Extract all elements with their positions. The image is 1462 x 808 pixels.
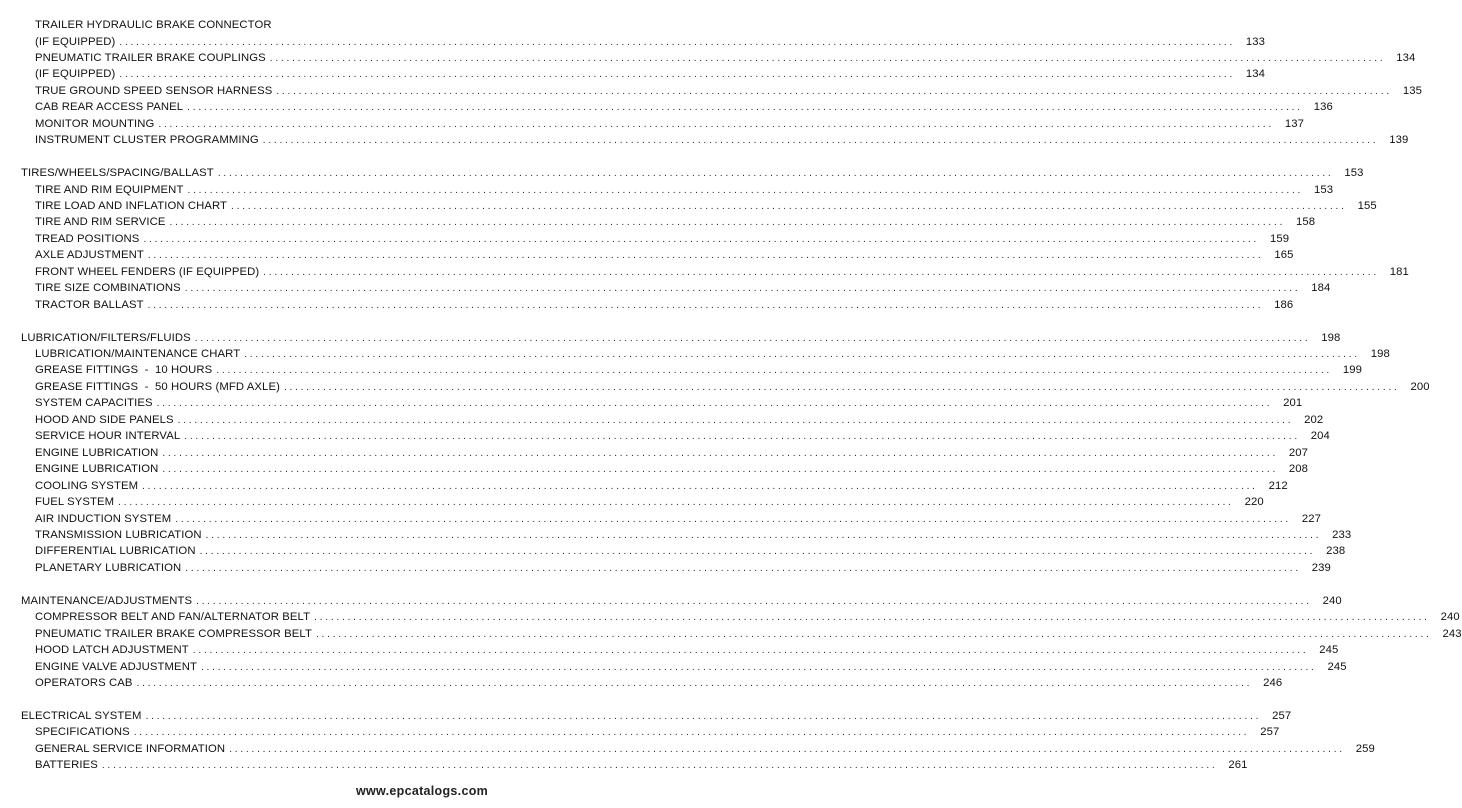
toc-page-number: 155 [1357,199,1377,212]
toc-page-number: 243 [1442,627,1462,640]
toc-entry[interactable] [35,560,1331,576]
toc-entry-title: ENGINE LUBRICATION [35,463,159,476]
dot-leader: ........................................................................................................................................................................................................ [101,760,1218,772]
dot-leader: ........................................................................................................................................................................................................ [217,168,1334,179]
dot-leader: ........................................................................................................................................................................................................ [269,52,1386,64]
toc-entry[interactable] [35,83,1423,99]
dot-leader: ........................................................................................................................................................................................................ [133,727,1250,739]
toc-entry-title: TRACTOR BALLAST [35,298,144,311]
toc-entry[interactable] [35,741,1375,757]
toc-entry-title: TIRE SIZE COMBINATIONS [35,282,181,295]
dot-leader: ........................................................................................................................................................................................................ [262,135,1379,147]
toc-page-number: 220 [1244,496,1264,508]
toc-page-number: 184 [1311,282,1331,295]
dot-leader: ........................................................................................................................................................................................................ [158,118,1275,130]
toc-entry-title: (IF EQUIPPED) [35,35,116,48]
dot-leader: ........................................................................................................................................................................................................ [136,678,1253,689]
toc-entry[interactable] [35,247,1294,263]
dot-leader: ........................................................................................................................................................................................................ [145,710,1262,722]
toc-page-number: 135 [1402,84,1423,97]
toc-entry[interactable] [35,428,1330,444]
dot-leader: ........................................................................................................................................................................................................ [185,562,1301,574]
dot-leader: ........................................................................................................................................................................................................ [169,217,1286,229]
toc-entry[interactable] [35,50,1416,66]
dot-leader: ........................................................................................................................................................................................................ [187,184,1304,196]
toc-entry[interactable] [35,132,1409,148]
dot-leader: ........................................................................................................................................................................................................ [162,447,1279,459]
toc-entry[interactable] [35,494,1264,510]
toc-entry[interactable] [35,626,1462,642]
toc-entry[interactable] [35,412,1324,428]
toc-entry[interactable] [35,478,1288,494]
toc-entry[interactable] [35,34,1266,50]
toc-page-number: 240 [1322,594,1342,607]
toc-entry-title: PLANETARY LUBRICATION [35,561,182,574]
toc-entry-title: ELECTRICAL SYSTEM [21,709,142,722]
toc-entry-title: OPERATORS CAB [35,677,133,689]
dot-leader: ........................................................................................................................................................................................................ [156,398,1273,410]
toc-entry-title: PNEUMATIC TRAILER BRAKE COMPRESSOR BELT [35,627,312,640]
toc-page-number: 134 [1245,68,1266,81]
dot-leader: ........................................................................................................................................................................................................ [118,497,1234,508]
toc-entry-title: GENERAL SERVICE INFORMATION [35,742,226,755]
toc-entry[interactable] [35,346,1390,362]
toc-entry-title: SERVICE HOUR INTERVAL [35,430,181,443]
toc-entry[interactable] [35,66,1266,82]
toc-entry-title: INSTRUMENT CLUSTER PROGRAMMING [35,134,259,147]
toc-page-number: 200 [1410,380,1430,393]
toc-entry-title: TRAILER HYDRAULIC BRAKE CONNECTOR [35,19,272,31]
toc-entry[interactable] [35,379,1430,395]
toc-page-number: 136 [1313,101,1333,114]
toc-entry[interactable] [35,231,1290,247]
toc-page-number: 158 [1296,216,1316,229]
toc-entry-title: TIRE AND RIM SERVICE [35,216,166,229]
toc-entry[interactable] [35,297,1294,313]
toc-page-number: 233 [1332,528,1352,541]
dot-leader: ........................................................................................................................................................................................................ [283,381,1400,393]
toc-entry[interactable] [35,511,1321,527]
toc-entry[interactable] [35,724,1280,740]
dot-leader: ........................................................................................................................................................................................................ [147,299,1264,311]
dot-leader: ........................................................................................................................................................................................................ [162,464,1279,476]
toc-page-number: 198 [1370,348,1390,360]
dot-leader: ........................................................................................................................................................................................................ [314,612,1430,624]
toc-page-number: 257 [1260,726,1280,739]
toc-entry-title: SPECIFICATIONS [35,726,130,739]
toc-entry[interactable] [35,99,1333,115]
toc-entry-title: BATTERIES [35,759,98,772]
toc-entry-title: COMPRESSOR BELT AND FAN/ALTERNATOR BELT [35,611,311,624]
toc-entry-title: LUBRICATION/FILTERS/FLUIDS [21,331,191,344]
toc-entry[interactable] [35,543,1346,559]
toc-section-heading[interactable] [21,593,1342,609]
toc-entry-title: MAINTENANCE/ADJUSTMENTS [21,594,193,607]
toc-page-number: 198 [1321,331,1341,344]
toc-page-number: 133 [1245,35,1266,48]
toc-entry[interactable] [35,264,1409,280]
toc-page-number: 245 [1327,660,1347,673]
toc-entry[interactable] [35,214,1316,230]
dot-leader: ........................................................................................................................................................................................................ [244,349,1360,360]
toc-entry[interactable] [35,642,1339,658]
toc-page-number: 240 [1440,611,1460,624]
dot-leader: ........................................................................................................................................................................................................ [200,661,1317,673]
dot-leader: ........................................................................................................................................................................................................ [143,233,1260,245]
toc-page-number: 245 [1319,644,1339,657]
toc-page-number: 165 [1274,249,1294,262]
toc-entry[interactable] [35,659,1347,675]
toc-entry-title: DIFFERENTIAL LUBRICATION [35,545,196,558]
toc-entry-title: CAB REAR ACCESS PANEL [35,101,184,114]
dot-leader: ........................................................................................................................................................................................................ [231,200,1347,212]
dot-leader: ........................................................................................................................................................................................................ [194,332,1311,344]
toc-entry[interactable] [35,198,1377,214]
toc-entry-title: TRUE GROUND SPEED SENSOR HARNESS [35,84,273,97]
toc-page-number: 238 [1326,545,1346,558]
toc-entry[interactable] [35,757,1248,773]
toc-entry-title: GREASE FITTINGS - 50 HOURS (MFD AXLE) [35,380,280,393]
toc-entry-title: MONITOR MOUNTING [35,117,155,130]
dot-leader: ........................................................................................................................................................................................................ [119,36,1236,48]
dot-leader: ........................................................................................................................................................................................................ [276,85,1393,97]
dot-leader: ........................................................................................................................................................................................................ [263,266,1379,278]
toc-entry-title: HOOD AND SIDE PANELS [35,413,174,426]
toc-page-number: 239 [1311,561,1331,574]
toc-page-number: 207 [1288,446,1309,459]
dot-leader: ........................................................................................................................................................................................................ [184,283,1301,295]
toc-entry-title: SYSTEM CAPACITIES [35,397,153,410]
toc-entry[interactable] [35,675,1283,691]
dot-leader: ........................................................................................................................................................................................................ [192,645,1309,657]
toc-page-number: 259 [1355,742,1375,755]
toc-entry-title: ENGINE LUBRICATION [35,446,159,459]
toc-entry[interactable] [35,609,1460,625]
dot-leader: ........................................................................................................................................................................................................ [205,529,1322,541]
toc-page-number: 181 [1389,265,1409,278]
toc-page-number: 246 [1263,677,1283,689]
toc-entry[interactable] [35,527,1352,543]
dot-leader: ........................................................................................................................................................................................................ [184,431,1300,443]
dot-leader: ........................................................................................................................................................................................................ [177,414,1294,426]
toc-entry-title: TREAD POSITIONS [35,232,140,245]
toc-entry-title: AXLE ADJUSTMENT [35,249,144,262]
toc-page-number: 199 [1342,364,1362,377]
toc-page-number: 159 [1269,232,1290,245]
dot-leader: ........................................................................................................................................................................................................ [229,743,1345,755]
dot-leader: ........................................................................................................................................................................................................ [175,513,1291,525]
toc-entry[interactable] [35,461,1309,477]
dot-leader: ........................................................................................................................................................................................................ [119,69,1236,81]
toc-entry-title: COOLING SYSTEM [35,479,139,492]
dot-leader: ........................................................................................................................................................................................................ [216,365,1332,377]
dot-leader: ........................................................................................................................................................................................................ [315,628,1432,640]
toc-entry-title: FRONT WHEEL FENDERS (IF EQUIPPED) [35,265,260,278]
toc-entry-title: FUEL SYSTEM [35,496,115,508]
toc-entry-title: TIRE LOAD AND INFLATION CHART [35,199,228,212]
toc-page-number: 227 [1301,512,1321,525]
toc-entry[interactable] [35,17,515,33]
toc-page-number: 139 [1389,134,1409,147]
toc-page-number: 137 [1284,117,1305,130]
toc-page-number: 202 [1304,413,1324,426]
toc-page-number: 204 [1310,430,1330,443]
toc-entry-title: TRANSMISSION LUBRICATION [35,528,202,541]
toc-page-number: 186 [1274,298,1294,311]
toc-page-number: 261 [1228,759,1248,772]
toc-entry[interactable] [35,445,1309,461]
toc-section-heading[interactable] [21,165,1364,181]
dot-leader: ........................................................................................................................................................................................................ [142,480,1258,492]
toc-entry[interactable] [35,362,1362,378]
toc-entry[interactable] [35,395,1303,411]
dot-leader: ........................................................................................................................................................................................................ [187,102,1303,114]
toc-page-number: 257 [1272,709,1292,722]
toc-entry-title: LUBRICATION/MAINTENANCE CHART [35,348,241,360]
watermark-text: www.epcatalogs.com [356,784,489,798]
toc-entry-title: AIR INDUCTION SYSTEM [35,512,172,525]
dot-leader: ........................................................................................................................................................................................................ [196,595,1312,607]
toc-page-number: 208 [1288,463,1309,476]
dot-leader: ........................................................................................................................................................................................................ [147,250,1264,262]
toc-page-number: 134 [1396,51,1416,64]
toc-entry-title: TIRES/WHEELS/SPACING/BALLAST [21,167,214,179]
toc-page-number: 153 [1313,183,1334,196]
toc-section-heading[interactable] [21,330,1341,346]
toc-entry-title: ENGINE VALVE ADJUSTMENT [35,660,197,673]
toc-entry-title: PNEUMATIC TRAILER BRAKE COUPLINGS [35,51,266,64]
toc-entry-title: TIRE AND RIM EQUIPMENT [35,183,184,196]
toc-page-number: 153 [1344,167,1364,179]
toc-entry[interactable] [35,280,1331,296]
toc-entry-title: GREASE FITTINGS - 10 HOURS [35,364,213,377]
dot-leader: ........................................................................................................................................................................................................ [199,546,1316,558]
toc-entry-title: (IF EQUIPPED) [35,68,116,81]
toc-entry[interactable] [35,116,1305,132]
toc-page-number: 212 [1268,479,1288,492]
toc-section-heading[interactable] [21,708,1292,724]
toc-entry-title: HOOD LATCH ADJUSTMENT [35,644,189,657]
toc-page-number: 201 [1283,397,1303,410]
toc-entry[interactable] [35,182,1334,198]
